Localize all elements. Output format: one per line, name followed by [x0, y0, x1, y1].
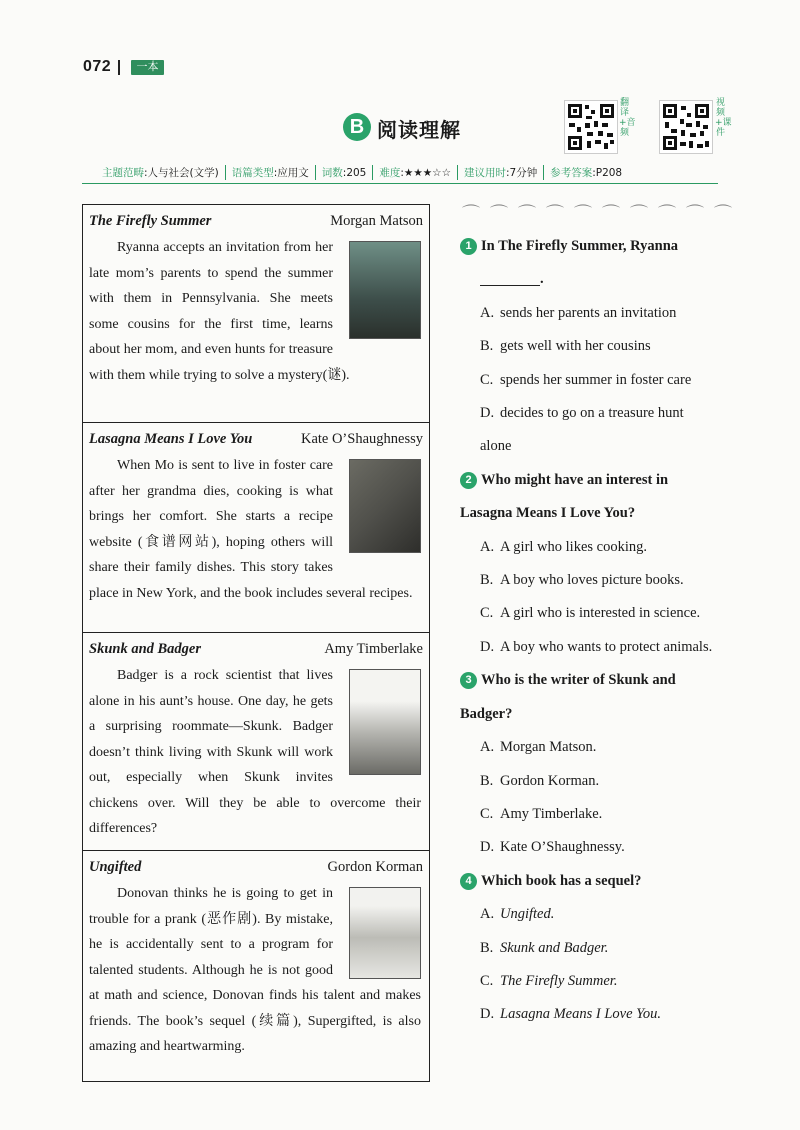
book-list: [82, 204, 430, 1082]
question-list: [460, 230, 718, 1032]
question: [460, 230, 718, 464]
decorative-ring-row: ⌒⌒⌒⌒⌒⌒⌒⌒⌒⌒: [462, 204, 742, 225]
book-entry: [83, 851, 429, 1083]
answer-option[interactable]: C. A girl who is interested in science.: [480, 605, 701, 622]
info-bar: [82, 161, 718, 184]
book-title: Lasagna Means I Love You: [89, 431, 253, 447]
info-time: 建议用时:7分钟: [457, 165, 543, 180]
book-cover-image: [349, 241, 421, 339]
info-difficulty: 难度:★★★☆☆: [372, 165, 457, 180]
book-cover-image: [349, 887, 421, 979]
answer-option[interactable]: B. A boy who loves picture books.: [480, 572, 684, 589]
qr-label-video: 视频+课件: [715, 98, 732, 138]
book-author: Morgan Matson: [330, 213, 423, 229]
answer-option[interactable]: D. A boy who wants to protect animals.: [480, 638, 713, 655]
answer-option[interactable]: B. Skunk and Badger.: [480, 939, 609, 956]
answer-option[interactable]: A. Ungifted.: [480, 906, 555, 923]
question: [460, 865, 718, 1032]
book-entry: [83, 205, 429, 423]
brand-logo: 一本: [131, 60, 164, 75]
answer-option[interactable]: C. The Firefly Summer.: [480, 972, 618, 989]
answer-option[interactable]: A. sends her parents an invitation: [480, 304, 677, 321]
answer-option[interactable]: D. decides to go on a treasure hunt alone: [480, 405, 684, 455]
book-description: Badger is a rock scientist that lives alone in his aunt’s house. One day, he gets a surprising roommate—Skunk. Badger doesn’t think living with Skunk will work out, especially when Skunk invites chickens over. Will they be able to overcome their differences?: [89, 668, 421, 836]
book-title: The Firefly Summer: [89, 213, 212, 229]
section-title: 阅读理解: [377, 118, 461, 142]
book-author: Gordon Korman: [327, 859, 423, 875]
info-theme: 主题范畴:人与社会(文学): [102, 166, 219, 179]
answer-option[interactable]: A. Morgan Matson.: [480, 739, 597, 756]
book-author: Kate O’Shaughnessy: [300, 431, 423, 447]
answer-option[interactable]: B. Gordon Korman.: [480, 772, 600, 789]
book-author: Amy Timberlake: [324, 641, 423, 657]
info-genre: 语篇类型:应用文: [225, 165, 315, 180]
answer-option[interactable]: C. Amy Timberlake.: [480, 805, 603, 822]
qr-code-video[interactable]: [659, 100, 713, 154]
book-description: Donovan thinks he is going to get in trouble for a prank (恶作剧). By mistake, he is accidentally sent to a program for talented students. Although he is not good at math and science, Donovan finds his talent and makes friends. The book’s sequel (续篇), Supergifted, is also amazing and heartwarming.: [89, 886, 421, 1054]
page-number: 072: [83, 58, 112, 75]
question-stem: 1 In The Firefly Summer, Ryanna .: [460, 230, 718, 297]
question: [460, 664, 718, 864]
book-title: Skunk and Badger: [89, 641, 202, 657]
question-stem: 2 Who might have an interest in Lasagna Means I Love You?: [460, 471, 669, 522]
book-title: Ungifted: [89, 859, 142, 875]
question-stem: 4 Which book has a sequel?: [460, 865, 718, 898]
answer-option[interactable]: C. spends her summer in foster care: [480, 371, 692, 388]
divider: [118, 60, 120, 75]
qr-code-translation[interactable]: [564, 100, 618, 154]
book-entry: [83, 633, 429, 851]
book-cover-image: [349, 669, 421, 775]
info-answer: 参考答案:P208: [543, 165, 628, 180]
answer-option[interactable]: A. A girl who likes cooking.: [480, 538, 648, 555]
qr-label-translation: 翻译+音频: [619, 98, 636, 138]
answer-option[interactable]: D. Lasagna Means I Love You.: [480, 1006, 661, 1023]
info-words: 词数:205: [315, 165, 373, 180]
book-cover-image: [349, 459, 421, 553]
book-entry: [83, 423, 429, 633]
book-description: Ryanna accepts an invitation from her late mom’s parents to spend the summer with them in Pennsylvania. She meets some cousins for the first time, learns about her mom, and even hunts for treasure with them while trying to solve a mystery(谜).: [89, 235, 421, 388]
question: [460, 464, 718, 664]
section-badge: B: [343, 113, 371, 141]
answer-option[interactable]: B. gets well with her cousins: [480, 338, 651, 355]
answer-option[interactable]: D. Kate O’Shaughnessy.: [480, 839, 625, 856]
question-stem: 3 Who is the writer of Skunk and Badger?: [460, 672, 676, 722]
book-description: When Mo is sent to live in foster care after her grandma dies, cooking is what brings her comfort. She starts a recipe website (食谱网站), hoping others will share their family dishes. This story takes place in New York, and the book includes several recipes.: [89, 453, 421, 606]
